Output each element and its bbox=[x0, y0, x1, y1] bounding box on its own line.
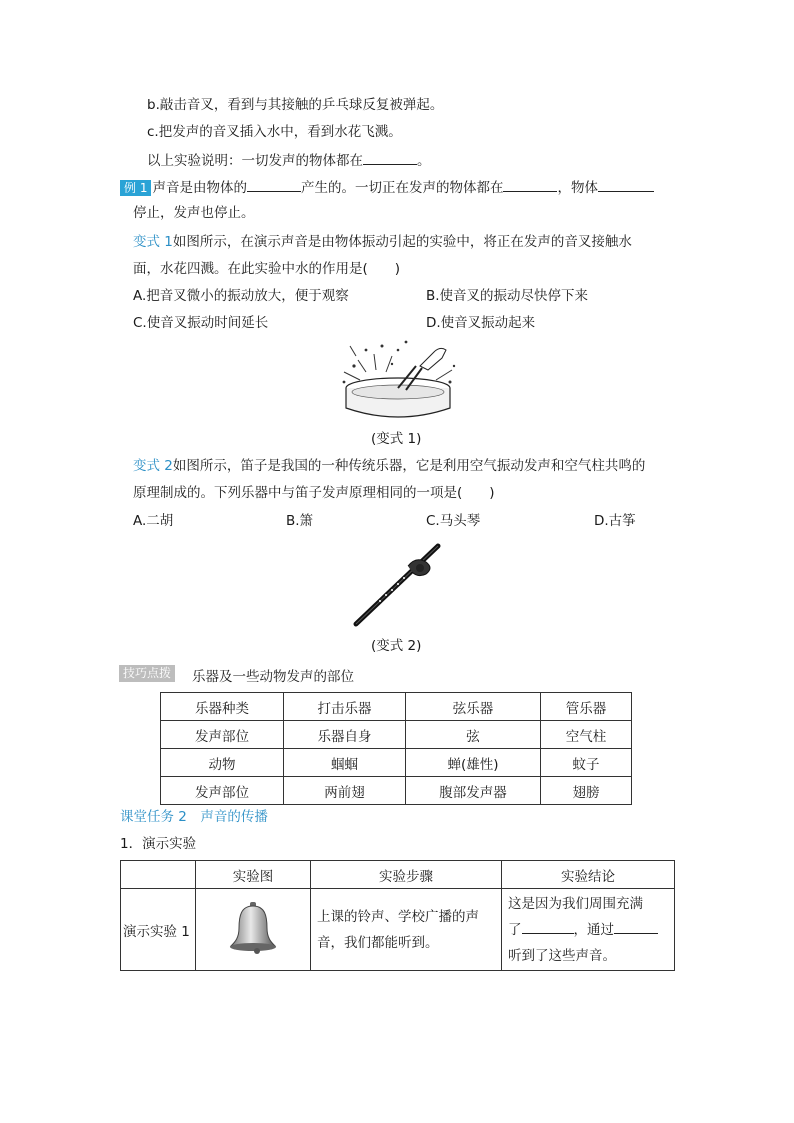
conclusion-text-a: 了 bbox=[508, 921, 522, 938]
conclusion-cell bbox=[502, 889, 675, 971]
answer-blank bbox=[614, 919, 658, 934]
example1-line2: 停止，发声也停止。 bbox=[133, 205, 255, 221]
answer-blank bbox=[598, 177, 654, 192]
variant1-caption: (变式 1) bbox=[371, 431, 422, 447]
table-cell: 动物 bbox=[161, 749, 284, 777]
conclusion-line-1: 这是因为我们周围充满 bbox=[508, 895, 643, 912]
table-cell: 蝈蝈 bbox=[284, 749, 406, 777]
table-row bbox=[161, 749, 632, 777]
table-cell: 蝉(雄性) bbox=[406, 749, 541, 777]
answer-blank bbox=[247, 177, 301, 192]
table-header-cell: 实验步骤 bbox=[311, 861, 502, 889]
step-line-1: 上课的铃声、学校广播的声 bbox=[317, 908, 479, 925]
variant2-option-d: D.古筝 bbox=[594, 513, 636, 529]
example1-line1 bbox=[120, 177, 654, 197]
table-cell: 发声部位 bbox=[161, 777, 284, 805]
intro-conclusion bbox=[147, 150, 431, 170]
variant1-option-b: B.使音叉的振动尽快停下来 bbox=[426, 288, 589, 304]
variant1-option-d: D.使音叉振动起来 bbox=[426, 315, 536, 331]
answer-blank bbox=[522, 919, 574, 934]
answer-blank bbox=[503, 177, 557, 192]
variant1-text1: 如图所示，在演示声音是由物体振动引起的实验中，将正在发声的音叉接触水 bbox=[172, 234, 632, 250]
variant2-text1: 如图所示，笛子是我国的一种传统乐器，它是利用空气振动发声和空气柱共鸣的 bbox=[172, 458, 646, 474]
example-tag: 例 1 bbox=[120, 180, 151, 196]
flute-figure bbox=[350, 540, 446, 630]
table-cell: 乐器自身 bbox=[284, 721, 406, 749]
table-header-cell: 实验结论 bbox=[502, 861, 675, 889]
task2-item1: 1．演示实验 bbox=[120, 836, 197, 852]
variant2-line1 bbox=[133, 457, 645, 475]
variant1-line1 bbox=[133, 233, 632, 251]
example1-text-c: ，物体 bbox=[557, 180, 598, 196]
variant2-option-c: C.马头琴 bbox=[426, 513, 481, 529]
intro-line-c: c.把发声的音叉插入水中，看到水花飞溅。 bbox=[147, 124, 402, 140]
step-line-2: 音，我们都能听到。 bbox=[317, 934, 439, 951]
table-cell: 弦 bbox=[406, 721, 541, 749]
variant2-label: 变式 2 bbox=[133, 458, 173, 474]
table-row bbox=[121, 861, 675, 889]
variant2-line2: 原理制成的。下列乐器中与笛子发声原理相同的一项是( ) bbox=[133, 485, 495, 501]
variant1-option-c: C.使音叉振动时间延长 bbox=[133, 315, 269, 331]
table-cell: 乐器种类 bbox=[161, 693, 284, 721]
table-cell: 发声部位 bbox=[161, 721, 284, 749]
table-cell: 两前翅 bbox=[284, 777, 406, 805]
variant2-option-b: B.箫 bbox=[286, 513, 314, 529]
intro-conclusion-end: 。 bbox=[417, 153, 431, 169]
intro-line-b: b.敲击音叉，看到与其接触的乒乓球反复被弹起。 bbox=[147, 97, 444, 113]
sound-source-table bbox=[160, 692, 632, 805]
conclusion-text-b: ，通过 bbox=[573, 921, 614, 938]
intro-conclusion-text: 以上实验说明：一切发声的物体都在 bbox=[147, 153, 363, 169]
variant1-label: 变式 1 bbox=[133, 234, 173, 250]
table-row bbox=[161, 721, 632, 749]
table-header-cell bbox=[121, 861, 196, 889]
table-row bbox=[161, 693, 632, 721]
tuning-fork-water-figure bbox=[336, 336, 460, 426]
variant1-line2: 面，水花四溅。在此实验中水的作用是( ) bbox=[133, 261, 401, 277]
table-cell: 管乐器 bbox=[541, 693, 632, 721]
conclusion-line-3: 听到了这些声音。 bbox=[508, 947, 616, 964]
task2-heading: 课堂任务 2 声音的传播 bbox=[120, 809, 268, 825]
table-header-cell: 实验图 bbox=[196, 861, 311, 889]
step-cell bbox=[311, 889, 502, 971]
table-cell: 腹部发声器 bbox=[406, 777, 541, 805]
demo-experiment-table bbox=[120, 860, 675, 971]
variant2-option-a: A.二胡 bbox=[133, 513, 174, 529]
tip-title: 乐器及一些动物发声的部位 bbox=[192, 669, 354, 685]
table-cell: 打击乐器 bbox=[284, 693, 406, 721]
table-row bbox=[161, 777, 632, 805]
example1-text-a: 声音是由物体的 bbox=[152, 180, 247, 196]
table-row bbox=[121, 889, 675, 971]
variant1-option-a: A.把音叉微小的振动放大，便于观察 bbox=[133, 288, 349, 304]
table-cell: 蚊子 bbox=[541, 749, 632, 777]
row-label: 演示实验 1 bbox=[121, 889, 196, 971]
bell-image-cell bbox=[196, 889, 311, 971]
tip-tag: 技巧点拨 bbox=[119, 665, 175, 682]
answer-blank bbox=[363, 150, 417, 165]
table-cell: 翅膀 bbox=[541, 777, 632, 805]
conclusion-line-2 bbox=[508, 917, 674, 943]
variant2-caption: (变式 2) bbox=[371, 638, 422, 654]
table-cell: 空气柱 bbox=[541, 721, 632, 749]
bell-icon bbox=[223, 898, 283, 958]
example1-text-b: 产生的。一切正在发声的物体都在 bbox=[300, 180, 504, 196]
table-cell: 弦乐器 bbox=[406, 693, 541, 721]
